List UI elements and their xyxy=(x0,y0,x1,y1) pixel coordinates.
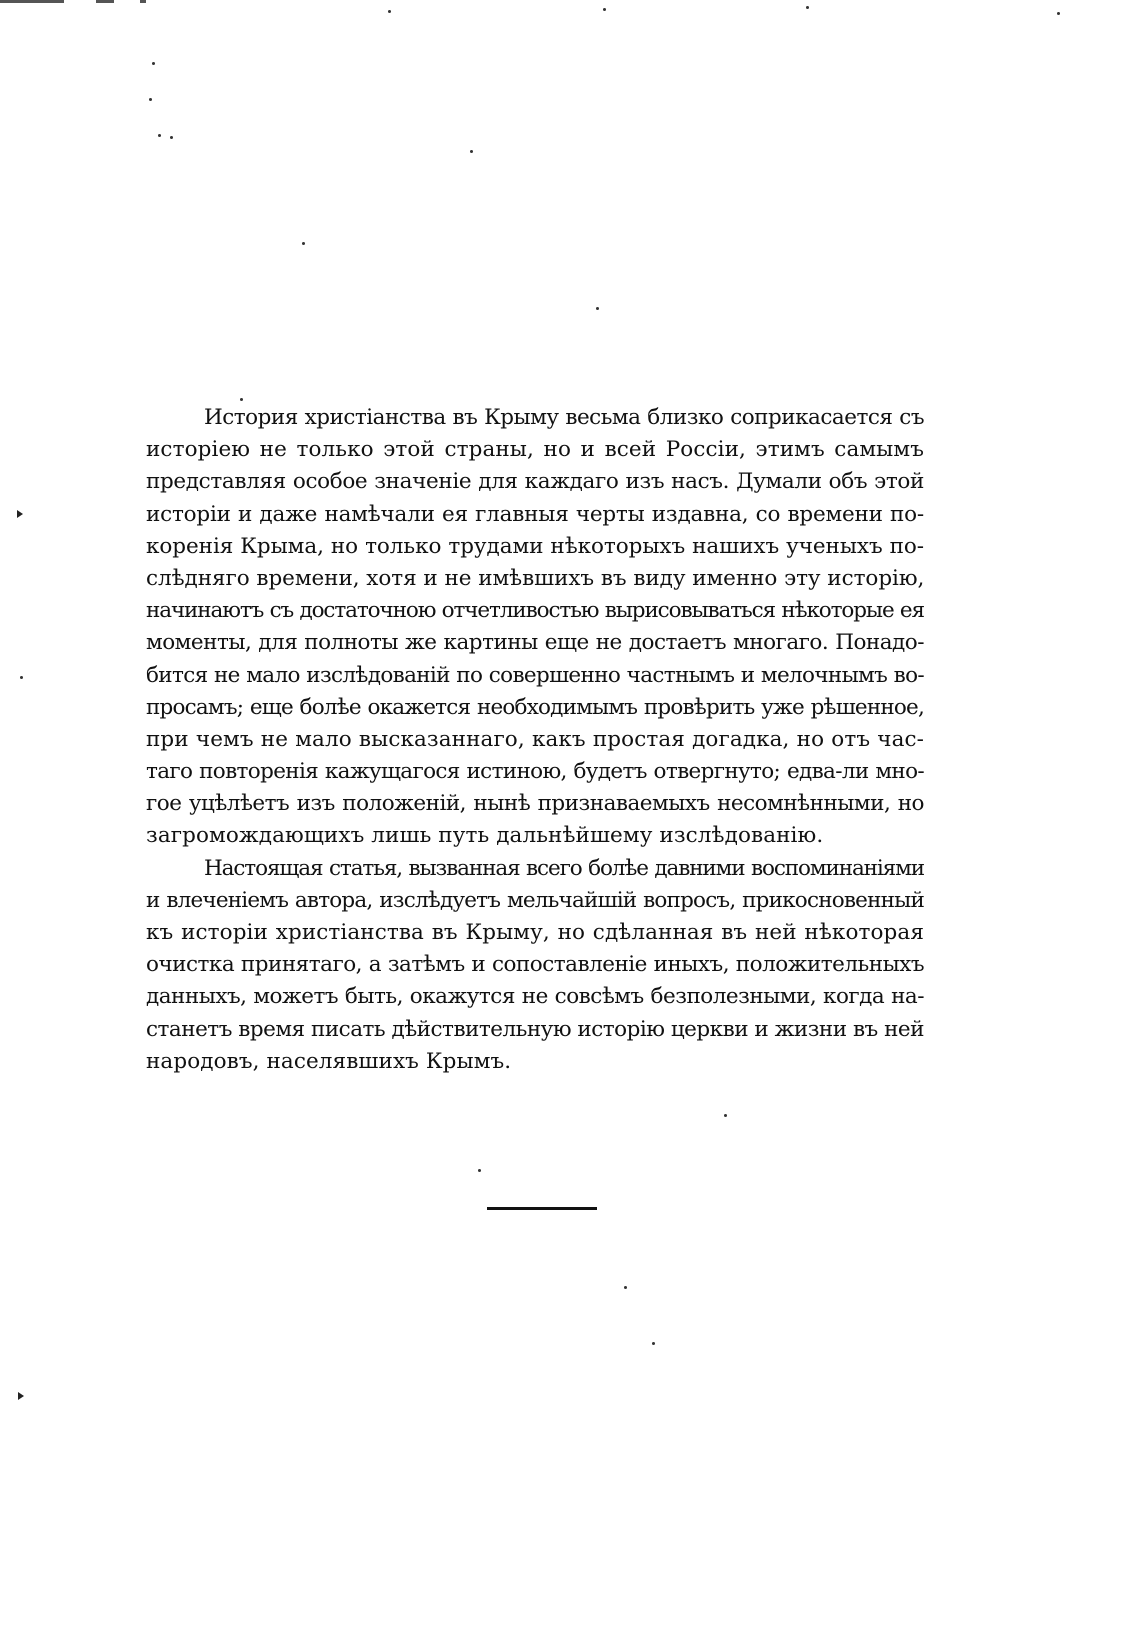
scan-artifact xyxy=(0,0,64,3)
section-divider xyxy=(487,1207,597,1210)
margin-mark-icon xyxy=(17,510,23,518)
scan-speck xyxy=(806,6,809,9)
text-line: къ исторіи христіанства въ Крыму, но сдѣланная въ ней нѣкоторая xyxy=(146,920,924,945)
scan-speck xyxy=(624,1286,627,1289)
text-line: История христіанства въ Крыму весьма близко соприкасается съ xyxy=(204,405,924,430)
text-line: исторіею не только этой страны, но и всей Россіи, этимъ самымъ xyxy=(146,437,924,463)
scan-speck xyxy=(302,242,305,245)
scan-speck xyxy=(470,150,473,153)
scan-speck xyxy=(388,10,391,13)
text-line: при чемъ не мало высказаннаго, какъ простая догадка, но отъ час- xyxy=(146,726,924,752)
scan-speck xyxy=(152,62,155,65)
text-line: станетъ время писать дѣйствительную исторію церкви и жизни въ ней xyxy=(146,1016,924,1042)
scan-artifact xyxy=(96,0,114,3)
margin-mark-icon xyxy=(18,1392,24,1400)
text-line: очистка принятаго, а затѣмъ и сопоставленіе иныхъ, положительныхъ xyxy=(146,952,924,978)
body-text xyxy=(146,402,924,1078)
text-line: исторіи и даже намѣчали ея главныя черты издавна, со времени по- xyxy=(146,501,924,527)
paragraph-2 xyxy=(146,853,924,1078)
scan-speck xyxy=(158,134,161,137)
text-line: просамъ; еще болѣе окажется необходимымъ провѣрить уже рѣшенное, xyxy=(146,694,924,720)
text-line: начинаютъ съ достаточною отчетливостью вырисовываться нѣкоторые ея xyxy=(146,598,924,624)
text-line: народовъ, населявшихъ Крымъ. xyxy=(146,1048,512,1074)
scan-speck xyxy=(170,136,173,139)
scan-speck xyxy=(596,307,599,310)
text-line: слѣдняго времени, хотя и не имѣвшихъ въ виду именно эту исторію, xyxy=(146,565,925,591)
text-line: гое уцѣлѣетъ изъ положеній, нынѣ признаваемыхъ несомнѣнными, но xyxy=(146,791,924,817)
scan-artifact xyxy=(140,0,146,3)
scan-speck xyxy=(478,1169,481,1172)
text-line: Настоящая статья, вызванная всего болѣе давними воспоминаніями xyxy=(204,855,924,881)
text-line: и влеченіемъ автора, изслѣдуетъ мельчайшій вопросъ, прикосновенный xyxy=(146,887,924,913)
scan-speck xyxy=(20,676,23,679)
scan-speck xyxy=(240,398,243,401)
paragraph-1 xyxy=(146,402,924,853)
scan-speck xyxy=(724,1114,727,1117)
scan-speck xyxy=(652,1342,655,1345)
text-line: моменты, для полноты же картины еще не достаетъ многаго. Понадо- xyxy=(146,630,924,656)
text-line: бится не мало изслѣдованій по совершенно частнымъ и мелочнымъ во- xyxy=(146,662,924,688)
scan-speck xyxy=(1057,12,1060,15)
text-line: представляя особое значеніе для каждаго изъ насъ. Думали объ этой xyxy=(146,469,924,495)
text-line: данныхъ, можетъ быть, окажутся не совсѣмъ безполезными, когда на- xyxy=(146,984,924,1010)
scan-speck xyxy=(149,98,152,101)
text-line: коренія Крыма, но только трудами нѣкоторыхъ нашихъ ученыхъ по- xyxy=(146,533,924,559)
scan-speck xyxy=(603,8,606,11)
text-line: загромождающихъ лишь путь дальнѣйшему изслѣдованію. xyxy=(146,823,824,849)
text-line: таго повторенія кажущагося истиною, будетъ отвергнуто; едва-ли мно- xyxy=(146,759,924,785)
